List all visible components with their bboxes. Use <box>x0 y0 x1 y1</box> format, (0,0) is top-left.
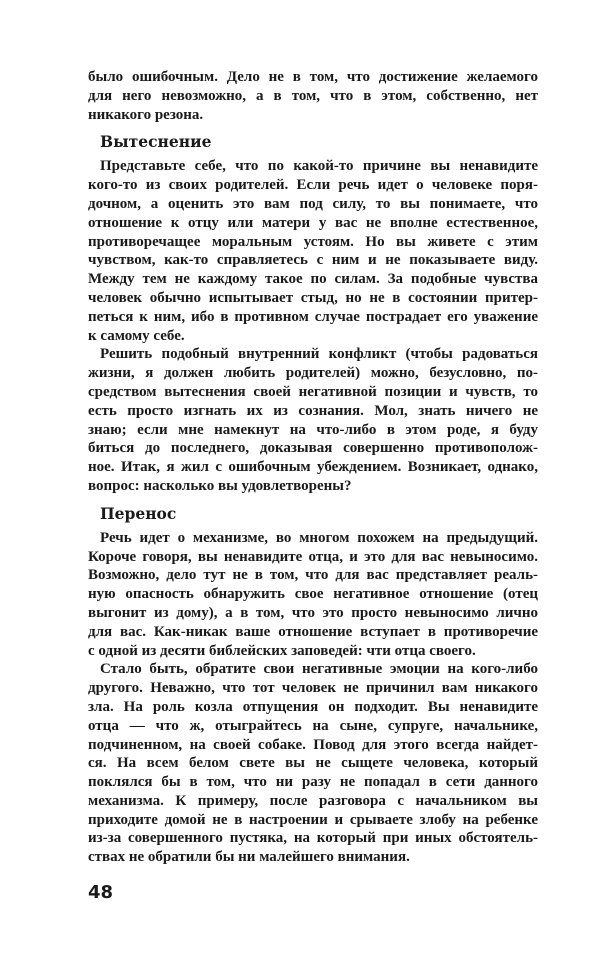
text-line: дочном, а оценить это вам под силу, то вы понимаете, что <box>88 195 538 212</box>
paragraph <box>88 660 538 867</box>
text-line: подчиненном, на своей собаке. Повод для этого всегда найдет- <box>88 736 538 753</box>
text-line: биться до последнего, доказывая совершенно противополож- <box>88 440 538 457</box>
text-line: есть просто изгнать их из сознания. Мол, знать ничего не <box>88 402 538 419</box>
text-line: петься к ним, ибо в противном случае пострадает его уважение <box>88 308 538 325</box>
text-line: ное. Итак, я жил с ошибочным убеждением. Возникает, однако, <box>88 459 538 476</box>
text-line: кого-то из своих родителей. Если речь идет о человеке поря- <box>88 177 538 194</box>
text-line: Речь идет о механизме, во многом похожем на предыдущий. <box>100 529 538 546</box>
section-heading-repression: Вытеснение <box>100 132 212 152</box>
text-line: к самому себе. <box>88 327 185 344</box>
text-line: для вас. Как-никак ваше отношение вступает в противоречие <box>88 623 538 640</box>
paragraph <box>88 345 538 495</box>
page-number: 48 <box>88 882 114 903</box>
section-heading-transference: Перенос <box>100 503 177 523</box>
text-line: вопрос: насколько вы удовлетворены? <box>88 477 352 494</box>
text-line: было ошибочным. Дело не в том, что достижение желаемого <box>88 69 538 85</box>
text-line: приходите домой не в настроении и срываете злобу на ребенке <box>88 811 538 828</box>
text-line: противоречащее моральным устоям. Но вы живете с этим <box>88 233 538 250</box>
text-line: ную опасность обнаружить свое негативное отношение (отец <box>88 586 538 603</box>
text-line: поклялся бы в том, что ни разу не попадал в сети данного <box>88 774 538 791</box>
text-line: Решить подобный внутренний конфликт (чтобы радоваться <box>100 346 538 363</box>
text-line: чувством, как-то справляетесь с ним и не показываете виду. <box>88 252 538 269</box>
text-line: Представьте себе, что по какой-то причине вы ненавидите <box>100 158 538 175</box>
text-line: средством вытеснения своей негативной позиции и чувств, то <box>88 383 538 400</box>
text-line: с одной из десяти библейских заповедей: чти отца своего. <box>88 642 476 659</box>
text-line: ся. На всем белом свете вы не сыщете человека, который <box>88 755 538 772</box>
text-line: выгонит из дому), а в том, что это просто невыносимо лично <box>88 604 538 621</box>
text-line: Между тем не каждому такое по силам. За подобные чувства <box>88 271 538 288</box>
paragraph <box>88 157 538 345</box>
text-line: зла. На роль козла отпущения он подходит. Вы ненавидите <box>88 698 538 715</box>
text-line: Короче говоря, вы ненавидите отца, и это для вас невыносимо. <box>88 548 538 565</box>
book-page-body <box>88 68 538 867</box>
text-line: ствах не обратили бы ни малейшего внимания. <box>88 849 410 866</box>
text-line: для него невозможно, а в том, что в этом, собственно, нет <box>88 87 538 104</box>
text-line: отца — что ж, отыграйтесь на сыне, супруге, начальнике, <box>88 717 538 734</box>
paragraph <box>88 68 538 124</box>
text-line: из-за совершенного пустяка, на который при иных обстоятель- <box>88 830 538 847</box>
text-line: другого. Неважно, что тот человек не причинил вам никакого <box>88 680 538 697</box>
text-line: человек обычно испытывает стыд, но не в состоянии притер- <box>88 289 538 306</box>
text-line: Возможно, дело тут не в том, что для вас представляет реаль- <box>88 567 538 584</box>
paragraph <box>88 529 538 661</box>
text-line: отношение к отцу или матери у вас не вполне естественное, <box>88 214 538 231</box>
text-line: жизни, я должен любить родителей) можно, безусловно, по- <box>88 365 538 382</box>
text-line: никакого резона. <box>88 106 204 123</box>
text-line: Стало быть, обратите свои негативные эмоции на кого-либо <box>100 661 538 678</box>
text-line: механизма. К примеру, после разговора с начальником вы <box>88 792 538 809</box>
text-line: знаю; если мне намекнут на что-либо в этом роде, я буду <box>88 421 538 438</box>
